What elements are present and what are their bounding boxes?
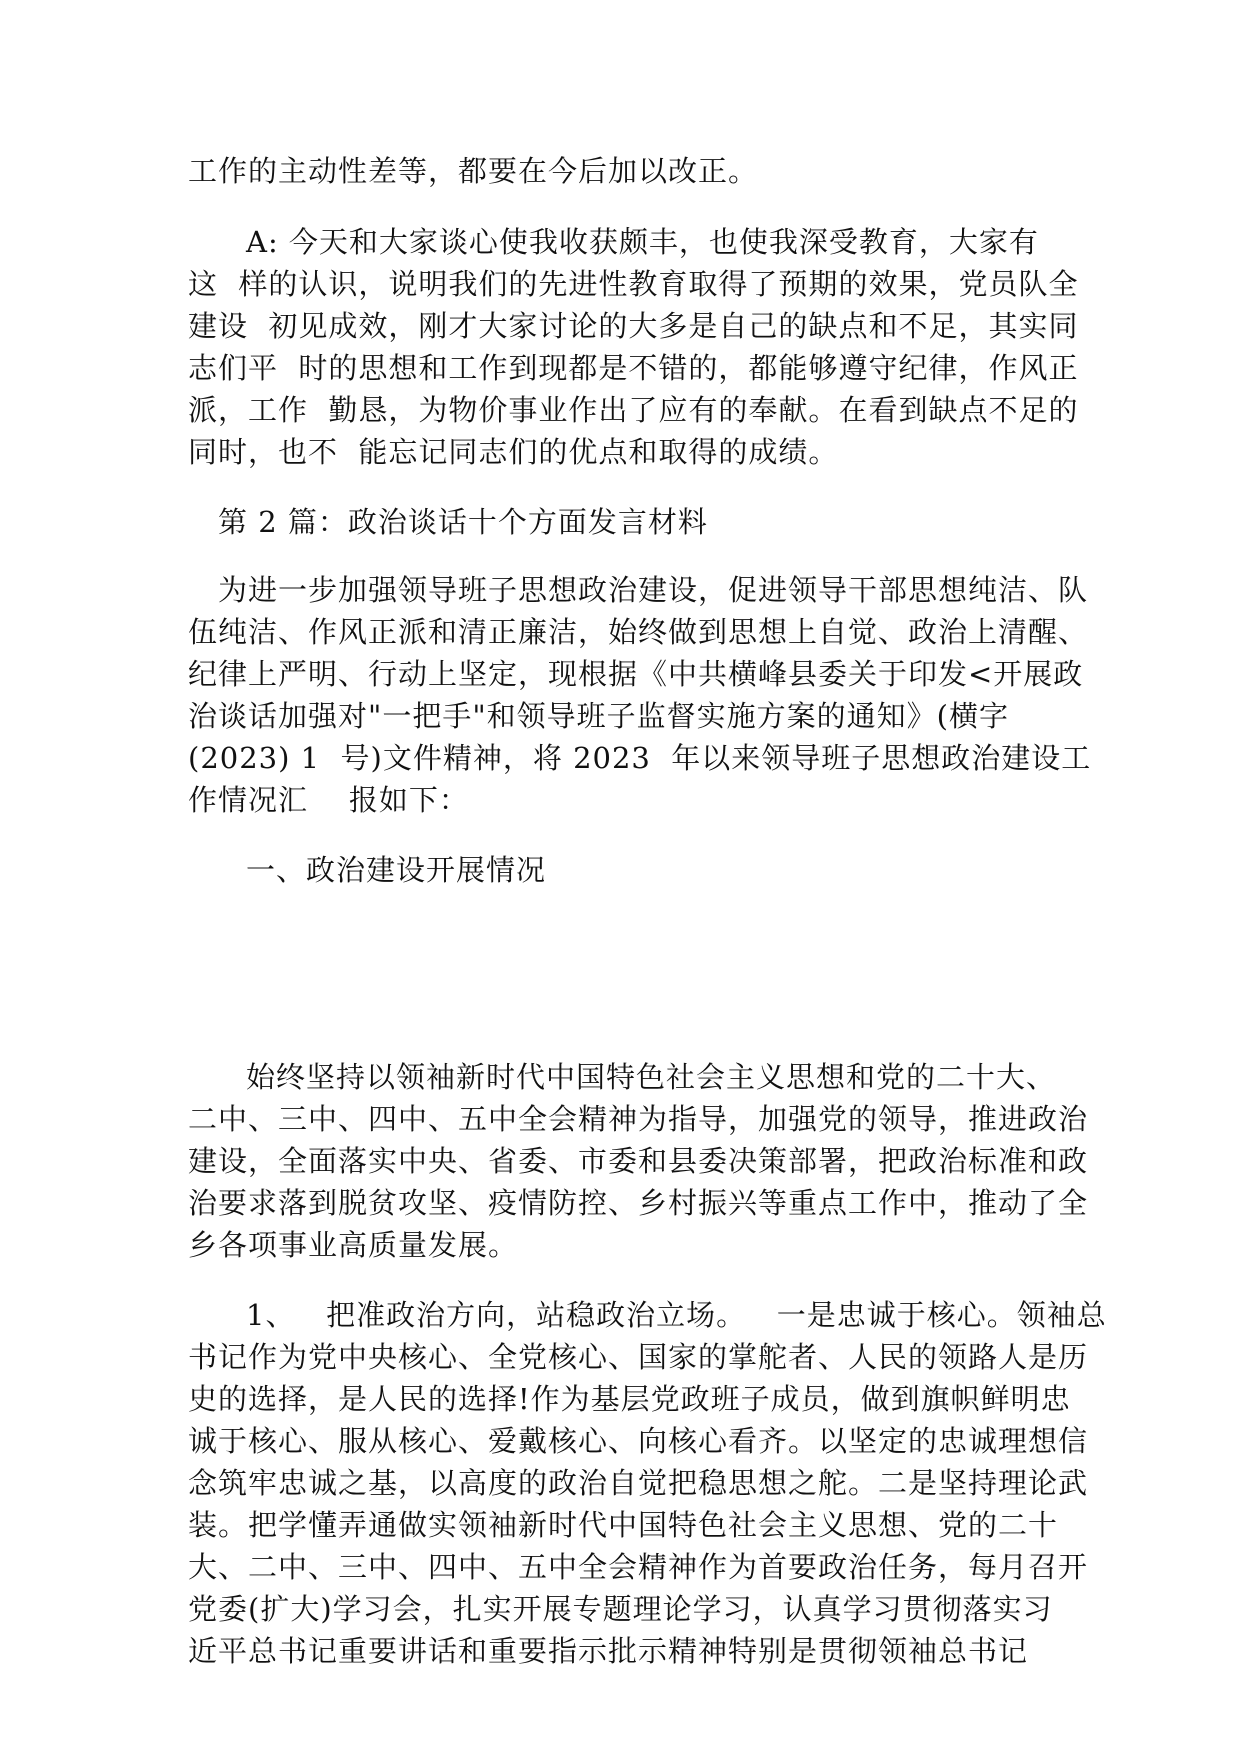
paragraph-line: 装。把学懂弄通做实领袖新时代中国特色社会主义思想、党的二十 [188,1508,1059,1542]
paragraph-line: 这 样的认识，说明我们的先进性教育取得了预期的效果，党员队全 [188,267,1079,301]
paragraph-line: 建设，全面落实中央、省委、市委和县委决策部署，把政治标准和政 [188,1144,1089,1178]
paragraph-line: 建设 初见成效，刚才大家讨论的大多是自己的缺点和不足，其实同 [188,309,1079,343]
paragraph-line: 派，工作 勤恳，为物价事业作出了应有的奉献。在看到缺点不足的 [188,393,1079,427]
paragraph-line: 史的选择，是人民的选择!作为基层党政班子成员，做到旗帜鲜明忠 [188,1382,1071,1416]
paragraph-line: 伍纯洁、作风正派和清正廉洁，始终做到思想上自觉、政治上清醒、 [188,615,1089,649]
paragraph-line: 近平总书记重要讲话和重要指示批示精神特别是贯彻领袖总书记 [188,1634,1029,1668]
paragraph-line: 治要求落到脱贫攻坚、疫情防控、乡村振兴等重点工作中，推动了全 [188,1186,1089,1220]
paragraph-line: 书记作为党中央核心、全党核心、国家的掌舵者、人民的领路人是历 [188,1340,1089,1374]
paragraph-line: 纪律上严明、行动上坚定，现根据《中共横峰县委关于印发<开展政 [188,657,1084,691]
section-heading: 第 2 篇：政治谈话十个方面发言材料 [218,505,708,539]
paragraph-line: 二中、三中、四中、五中全会精神为指导，加强党的领导，推进政治 [188,1102,1089,1136]
paragraph-line: 念筑牢忠诚之基，以高度的政治自觉把稳思想之舵。二是坚持理论武 [188,1466,1089,1500]
paragraph-line: 乡各项事业高质量发展。 [188,1228,519,1262]
paragraph-line: 党委(扩大)学习会，扎实开展专题理论学习，认真学习贯彻落实习 [188,1592,1053,1626]
paragraph-line: 大、二中、三中、四中、五中全会精神作为首要政治任务，每月召开 [188,1550,1089,1584]
paragraph-line: (2023) 1 号)文件精神，将 2023 年以来领导班子思想政治建设工 [188,741,1092,775]
paragraph-line: 为进一步加强领导班子思想政治建设，促进领导干部思想纯洁、队 [218,573,1089,607]
subsection-heading: 一、政治建设开展情况 [246,853,547,887]
paragraph-line: 工作的主动性差等，都要在今后加以改正。 [188,154,759,188]
paragraph-line: 志们平 时的思想和工作到现都是不错的，都能够遵守纪律，作风正 [188,351,1079,385]
paragraph-line: 同时，也不 能忘记同志们的优点和取得的成绩。 [188,435,839,469]
paragraph-line: A: 今天和大家谈心使我收获颇丰，也使我深受教育，大家有 [246,225,1039,259]
paragraph-line: 诚于核心、服从核心、爱戴核心、向核心看齐。以坚定的忠诚理想信 [188,1424,1089,1458]
paragraph-line: 作情况汇 报如下： [188,783,469,817]
paragraph-line: 始终坚持以领袖新时代中国特色社会主义思想和党的二十大、 [246,1060,1057,1094]
paragraph-line: 治谈话加强对"一把手"和领导班子监督实施方案的通知》(横字 [188,699,1009,733]
paragraph-line: 1、 把准政治方向，站稳政治立场。 一是忠诚于核心。领袖总 [246,1298,1107,1332]
